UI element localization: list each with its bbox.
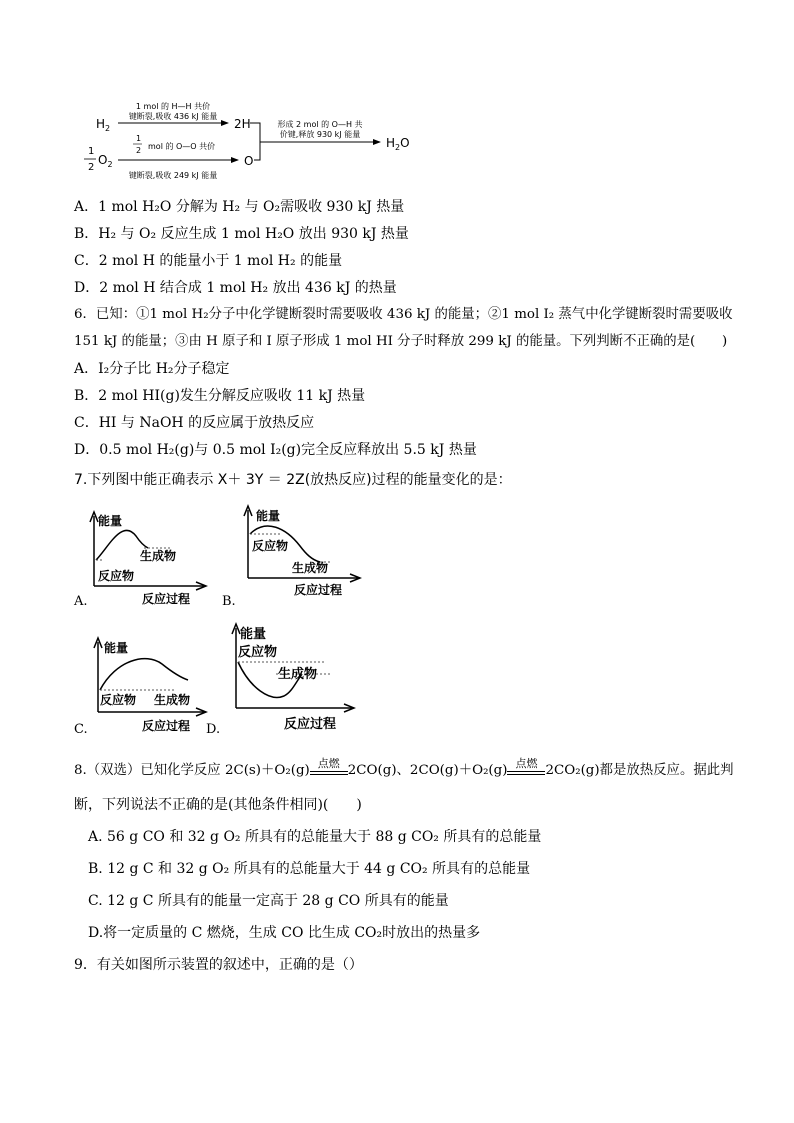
graph-b-product-label: 生成物 [292, 561, 329, 575]
h2-break-label-2: 键断裂,吸收 436 kJ 能量 [128, 112, 218, 121]
o2-label: $O_2$ [98, 153, 113, 169]
mid-numerator: 1 [136, 134, 142, 143]
q7-stem: 7.下列图中能正确表示 X＋ 3Y ＝ 2Z(放热反应)过程的能量变化的是： [74, 472, 512, 488]
q8-option-a: A. 56 g CO 和 32 g O₂ 所具有的总能量大于 88 g CO₂ 所具有的总能量 [88, 829, 542, 845]
q7-graph-c [88, 634, 208, 738]
mid-denominator: 2 [136, 146, 142, 155]
q8-reaction-1: 8.（双选）已知化学反应 2C(s)＋O₂(g) [74, 763, 310, 778]
oh-form-label-1: 形成 2 mol 的 O—H 共 [277, 120, 363, 129]
h2o-label: $H_2O$ [386, 136, 410, 152]
q8-stem-line-2: 断，下列说法不正确的是(其他条件相同)( ) [74, 797, 362, 813]
q7-option-c-label: C. [74, 722, 88, 737]
q8-stem-line-1 [74, 756, 734, 780]
q7-graph-a [88, 508, 208, 608]
q7-option-a-label: A. [74, 594, 88, 609]
q8-reaction-2: 2CO(g)、2CO(g)＋O₂(g) [347, 763, 508, 778]
q6-option-a: A．I₂分子比 H₂分子稳定 [74, 361, 230, 377]
q6-stem-line-2: 151 kJ 的能量；③由 H 原子和 I 原子形成 1 mol HI 分子时释放 299 kJ 的能量。下列判断不正确的是( ) [74, 334, 728, 349]
q6-option-b: B．2 mol HI(g)发生分解反应吸收 11 kJ 热量 [74, 388, 366, 404]
graph-c-product-label: 生成物 [154, 693, 191, 707]
graph-c-process-label: 反应过程 [142, 719, 191, 733]
h2-break-label-1: 1 mol 的 H—H 共价 [135, 102, 211, 111]
graph-a-process-label: 反应过程 [142, 592, 191, 606]
q7-option-d-label: D. [206, 722, 221, 737]
graph-a-product-label: 生成物 [140, 549, 177, 563]
graph-d-process-label: 反应过程 [284, 717, 337, 732]
q8-stem-tail: 2CO₂(g)都是放热反应。据此判 [545, 763, 734, 778]
q5-option-b: B．H₂ 与 O₂ 反应生成 1 mol H₂O 放出 930 kJ 热量 [74, 226, 409, 242]
q7-graph-d [226, 620, 356, 736]
q5-option-c: C．2 mol H 的能量小于 1 mol H₂ 的能量 [74, 253, 343, 269]
graph-c-curve [100, 659, 188, 690]
q8-option-b: B. 12 g C 和 32 g O₂ 所具有的总能量大于 44 g CO₂ 所具有的总能量 [88, 861, 531, 877]
oh-form-label-2: 价键,释放 930 kJ 能量 [279, 130, 361, 139]
o2-break-label-1: mol 的 O—O 共价 [148, 142, 216, 151]
q8-ignite-arrow-1: 点燃 [310, 764, 348, 778]
2h-label: 2H [234, 117, 251, 131]
graph-d-reactant-label: 反应物 [238, 645, 278, 660]
half-denominator: 2 [88, 162, 95, 173]
graph-c-energy-label: 能量 [104, 641, 129, 655]
q5-option-a: A．1 mol H₂O 分解为 H₂ 与 O₂需吸收 930 kJ 热量 [74, 199, 405, 215]
bond-energy-diagram [80, 96, 420, 184]
graph-d-product-label: 生成物 [278, 667, 318, 682]
q5-option-d: D．2 mol H 结合成 1 mol H₂ 放出 436 kJ 的热量 [74, 280, 397, 296]
q6-option-c: C．HI 与 NaOH 的反应属于放热反应 [74, 415, 315, 431]
o-atom-label: O [244, 154, 254, 168]
o2-break-label-2: 键断裂,吸收 249 kJ 能量 [128, 171, 218, 180]
graph-b-reactant-label: 反应物 [252, 539, 289, 553]
q7-graph-b [242, 502, 362, 602]
graph-c-reactant-label: 反应物 [100, 693, 137, 707]
q8-option-c: C. 12 g C 所具有的能量一定高于 28 g CO 所具有的能量 [88, 893, 449, 909]
h2-label: $H_2$ [96, 117, 111, 133]
graph-a-reactant-label: 反应物 [98, 569, 135, 583]
q6-option-d: D．0.5 mol H₂(g)与 0.5 mol I₂(g)完全反应释放出 5.5 kJ 热量 [74, 442, 477, 458]
q8-option-d: D.将一定质量的 C 燃烧，生成 CO 比生成 CO₂时放出的热量多 [88, 925, 481, 941]
q7-option-b-label: B. [222, 594, 236, 609]
q8-ignite-arrow-2: 点燃 [507, 764, 545, 778]
half-numerator: 1 [88, 146, 95, 157]
q6-stem-line-1: 6．已知：①1 mol H₂分子中化学键断裂时需要吸收 436 kJ 的能量；②1 mol I₂ 蒸气中化学键断裂时需要吸收 [74, 307, 733, 322]
graph-d-energy-label: 能量 [240, 627, 267, 642]
graph-a-energy-label: 能量 [98, 514, 123, 528]
graph-b-energy-label: 能量 [256, 509, 281, 523]
graph-b-process-label: 反应过程 [294, 583, 343, 597]
q9-stem: 9．有关如图所示装置的叙述中，正确的是（） [74, 957, 363, 973]
